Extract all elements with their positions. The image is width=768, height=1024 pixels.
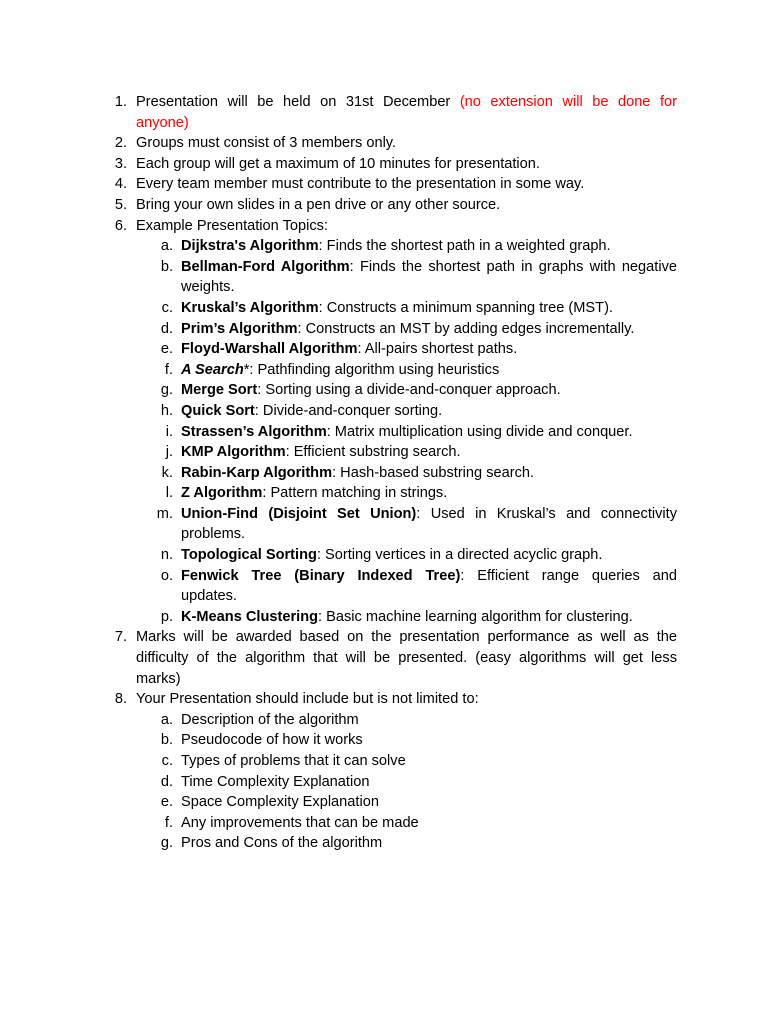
line-text [181, 547, 602, 563]
sub-list-item-line [0, 319, 677, 340]
text-run: Space Complexity Explanation [181, 794, 379, 811]
line-text [181, 382, 561, 398]
list-item-line [0, 174, 677, 195]
highlight-text: anyone) [136, 114, 189, 131]
instructions-list [0, 92, 768, 854]
sub-list-item-line [0, 833, 677, 854]
text-run: : Matrix multiplication using divide and conquer. [326, 423, 633, 440]
sub-list-item-line [0, 607, 677, 628]
line-text [136, 197, 500, 213]
line-text [181, 794, 379, 810]
line-text [136, 135, 396, 151]
line-text [136, 691, 479, 707]
sub-list-item-line [0, 566, 677, 587]
term-label: K-Means Clustering [181, 608, 319, 625]
text-run: : All-pairs shortest paths. [357, 341, 518, 358]
sub-list-item-line [0, 442, 677, 463]
line-text [136, 92, 677, 113]
sub-list-item-line [0, 401, 677, 422]
list-marker: a. [160, 711, 173, 728]
text-run: Marks will be awarded based on the presentation performance as well as the [136, 629, 677, 646]
list-item-line [0, 113, 677, 134]
list-marker: j. [165, 444, 173, 461]
list-marker: a. [160, 238, 173, 255]
list-marker: c. [161, 299, 173, 316]
text-run: problems. [181, 526, 246, 543]
line-text [181, 465, 534, 481]
term-label: Kruskal’s Algorithm [181, 299, 319, 316]
line-text [136, 627, 677, 648]
sub-list-item-line [0, 463, 677, 484]
text-run: : Pattern matching in strings. [262, 485, 448, 502]
list-marker: 7. [114, 629, 127, 646]
list-item-line [0, 689, 677, 710]
line-text [181, 341, 517, 357]
list-marker: l. [165, 485, 173, 502]
text-run: Any improvements that can be made [181, 814, 419, 831]
list-marker: h. [160, 402, 173, 419]
term-label: Topological Sorting [181, 547, 317, 564]
text-run: updates. [181, 588, 237, 605]
list-item-line [0, 648, 677, 669]
line-text [181, 444, 461, 460]
text-run: weights. [181, 279, 235, 296]
term-label: A Search [181, 361, 244, 378]
list-marker: 2. [114, 135, 127, 152]
text-run: Pseudocode of how it works [181, 732, 363, 749]
list-marker: e. [160, 341, 173, 358]
list-marker: k. [161, 464, 173, 481]
line-text [181, 424, 633, 440]
sub-list-item-line [0, 710, 677, 731]
sub-list-item-line [0, 792, 677, 813]
sub-list-item-line [0, 339, 677, 360]
line-text [181, 815, 419, 831]
list-marker: c. [161, 753, 173, 769]
text-run: Example Presentation Topics: [136, 217, 328, 234]
list-marker: d. [160, 320, 173, 337]
sub-list-item-line [0, 504, 677, 525]
term-label: Dijkstra's Algorithm [181, 238, 319, 255]
text-run: : Sorting using a divide-and-conquer approach. [257, 382, 561, 399]
list-item-line [0, 92, 677, 113]
sub-list-item-line [0, 586, 677, 607]
list-marker: b. [160, 258, 173, 275]
term-label: Prim’s Algorithm [181, 320, 298, 337]
list-item-line [0, 627, 677, 648]
line-text [136, 218, 328, 234]
text-run: : Constructs an MST by adding edges incrementally. [297, 320, 635, 337]
text-run: *: Pathfinding algorithm using heuristics [243, 361, 500, 378]
term-label: Union-Find (Disjoint Set Union) [181, 505, 417, 522]
highlight-text: (no extension will be done for [459, 94, 677, 110]
list-marker: 3. [114, 155, 127, 172]
text-run: Your Presentation should include but is not limited to: [136, 691, 479, 708]
sub-list-item-line [0, 257, 677, 278]
sub-list-item-line [0, 545, 677, 566]
text-run: marks) [136, 670, 181, 687]
line-text [181, 238, 611, 254]
line-text [181, 300, 613, 316]
term-label: Floyd-Warshall Algorithm [181, 341, 358, 358]
list-marker: 1. [114, 94, 127, 110]
line-text [181, 712, 359, 728]
sub-list-item-line [0, 422, 677, 443]
text-run: Each group will get a maximum of 10 minutes for presentation. [136, 155, 540, 172]
term-label: Bellman-Ford Algorithm [181, 258, 350, 275]
list-marker: n. [160, 547, 173, 564]
line-text [181, 732, 363, 748]
line-text [181, 526, 245, 542]
list-item-line [0, 195, 677, 216]
sub-list-item-line [0, 380, 677, 401]
sub-list-item-line [0, 772, 677, 793]
sub-list-item-line [0, 730, 677, 751]
line-text [136, 671, 181, 687]
line-text [181, 485, 447, 501]
term-label: Z Algorithm [181, 485, 263, 502]
text-run: : Constructs a minimum spanning tree (MST). [318, 299, 613, 316]
term-label: Strassen’s Algorithm [181, 423, 327, 440]
line-text [181, 753, 406, 769]
text-run: Bring your own slides in a pen drive or any other source. [136, 196, 501, 213]
line-text [136, 156, 540, 172]
text-run: : Basic machine learning algorithm for clustering. [318, 608, 633, 625]
text-run: Pros and Cons of the algorithm [181, 835, 383, 852]
sub-list-item-line [0, 751, 677, 772]
list-marker: i. [165, 423, 173, 440]
text-run: : Efficient substring search. [285, 444, 461, 461]
list-marker: 6. [114, 217, 127, 234]
term-label: Merge Sort [181, 382, 258, 399]
text-run: Groups must consist of 3 members only. [136, 135, 397, 152]
text-run: : Hash-based substring search. [332, 464, 535, 481]
text-run: Description of the algorithm [181, 711, 359, 728]
text-run: difficulty of the algorithm that will be presented. (easy algorithms will get less [136, 650, 677, 667]
list-item-line [0, 669, 677, 690]
sub-list-item-line [0, 298, 677, 319]
list-item-line [0, 154, 677, 175]
line-text [181, 588, 237, 604]
list-marker: g. [160, 382, 173, 399]
term-label: Quick Sort [181, 402, 255, 419]
text-run: : Efficient range queries and [460, 567, 677, 584]
line-text [181, 257, 677, 278]
line-text [136, 648, 677, 669]
list-marker: o. [160, 567, 173, 584]
list-marker: f. [164, 814, 173, 831]
line-text [181, 774, 369, 790]
list-marker: b. [160, 732, 173, 749]
line-text [181, 403, 442, 419]
text-run: : Used in Kruskal’s and connectivity [416, 505, 678, 522]
term-label: KMP Algorithm [181, 444, 286, 461]
sub-list-item-line [0, 236, 677, 257]
line-text [181, 835, 382, 851]
line-text [181, 321, 634, 337]
text-run: : Sorting vertices in a directed acyclic graph. [316, 547, 603, 564]
list-marker: f. [164, 361, 173, 378]
list-marker: 5. [114, 196, 127, 213]
list-marker: m. [156, 505, 173, 522]
sub-list-item-line [0, 483, 677, 504]
list-marker: e. [160, 794, 173, 811]
term-label: Rabin-Karp Algorithm [181, 464, 333, 481]
text-run: Time Complexity Explanation [181, 773, 370, 790]
line-text [181, 504, 677, 525]
line-text [181, 566, 677, 587]
sub-list-item-line [0, 360, 677, 381]
line-text [181, 609, 633, 625]
text-run: : Finds the shortest path in a weighted graph. [318, 238, 611, 255]
list-marker: 8. [114, 691, 127, 708]
text-run: Presentation will be held on 31st December [136, 94, 460, 110]
text-run: : Finds the shortest path in graphs with negative [349, 258, 677, 275]
list-item-line [0, 216, 677, 237]
line-text [181, 279, 235, 295]
list-marker: d. [160, 773, 173, 790]
line-text [136, 115, 189, 131]
sub-list-item-line [0, 277, 677, 298]
list-marker: p. [160, 608, 173, 625]
line-text [136, 176, 584, 192]
line-text [181, 362, 499, 378]
term-label: Fenwick Tree (Binary Indexed Tree) [181, 567, 461, 584]
list-marker: 4. [114, 176, 127, 193]
text-run: Every team member must contribute to the presentation in some way. [136, 176, 585, 193]
text-run: Types of problems that it can solve [181, 753, 406, 769]
list-marker: g. [160, 835, 173, 852]
list-item-line [0, 133, 677, 154]
sub-list-item-line [0, 524, 677, 545]
text-run: : Divide-and-conquer sorting. [254, 402, 443, 419]
sub-list-item-line [0, 813, 677, 834]
